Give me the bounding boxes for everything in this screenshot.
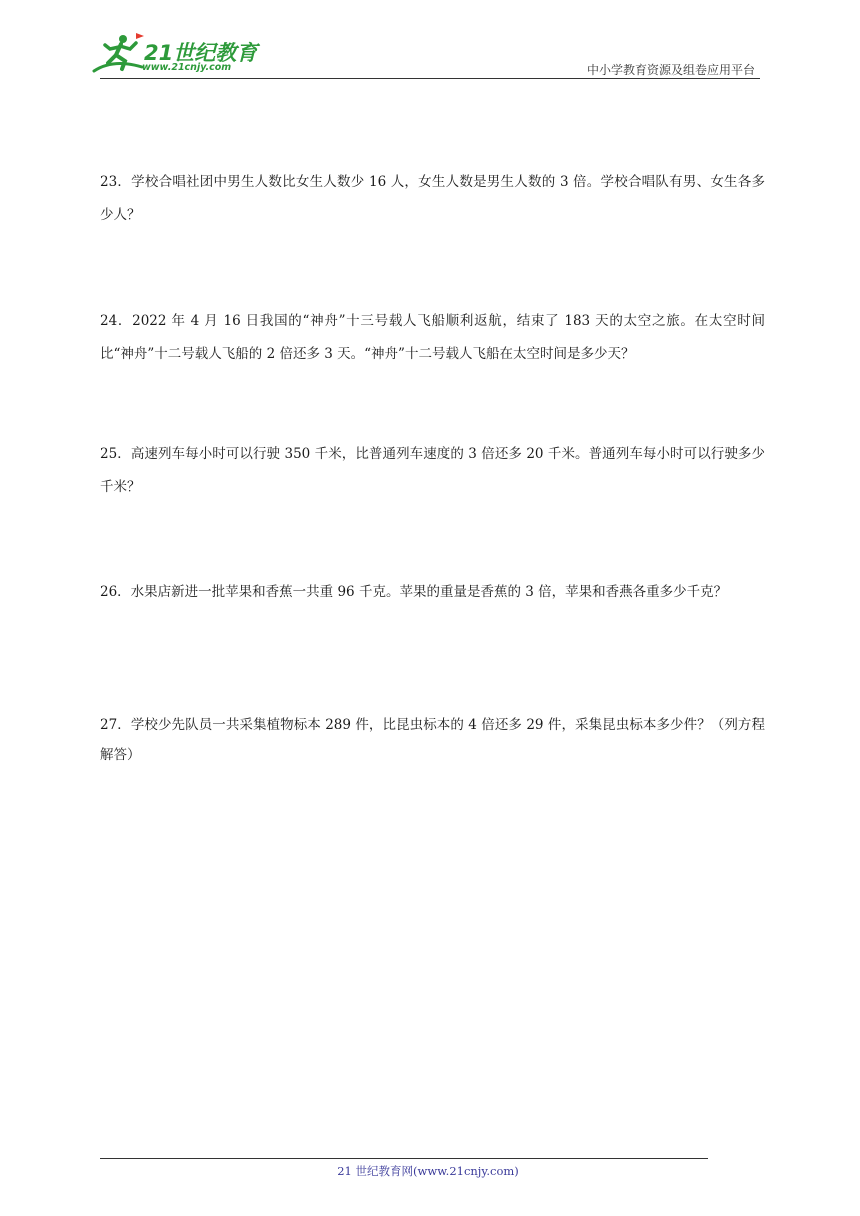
question-25: 25．高速列车每小时可以行驶 350 千米，比普通列车速度的 3 倍还多 20 千米。普通列车每小时可以行驶多少千米？ — [100, 446, 765, 495]
runner-logo-icon — [92, 33, 144, 79]
footer-text[interactable]: 21 世纪教育网(www.21cnjy.com) — [337, 1164, 519, 1178]
logo-wordmark: 21世纪教育 — [144, 41, 258, 65]
page-header — [0, 0, 860, 80]
question-27: 27．学校少先队员一共采集植物标本 289 件，比昆虫标本的 4 倍还多 29 件，采集昆虫标本多少件？（列方程解答） — [100, 717, 765, 763]
footer-divider — [100, 1158, 708, 1159]
question-23: 23．学校合唱社团中男生人数比女生人数少 16 人，女生人数是男生人数的 3 倍。学校合唱队有男、女生各多少人？ — [100, 174, 765, 223]
header-platform-title: 中小学教育资源及组卷应用平台 — [586, 63, 755, 77]
header-divider — [100, 78, 760, 79]
question-26: 26．水果店新进一批苹果和香蕉一共重 96 千克。苹果的重量是香蕉的 3 倍，苹果和香燕各重多少千克？ — [100, 584, 728, 600]
logo-url: www.21cnjy.com — [142, 62, 232, 73]
question-24: 24．2022 年 4 月 16 日我国的“神舟”十三号载人飞船顺利返航，结束了 183 天的太空之旅。在太空时间比“神舟”十二号载人飞船的 2 倍还多 3 天。“神舟”十二号载人飞船在太空时间是多少天？ — [100, 313, 765, 362]
page-footer — [0, 1163, 860, 1179]
brand-logo — [92, 33, 262, 79]
